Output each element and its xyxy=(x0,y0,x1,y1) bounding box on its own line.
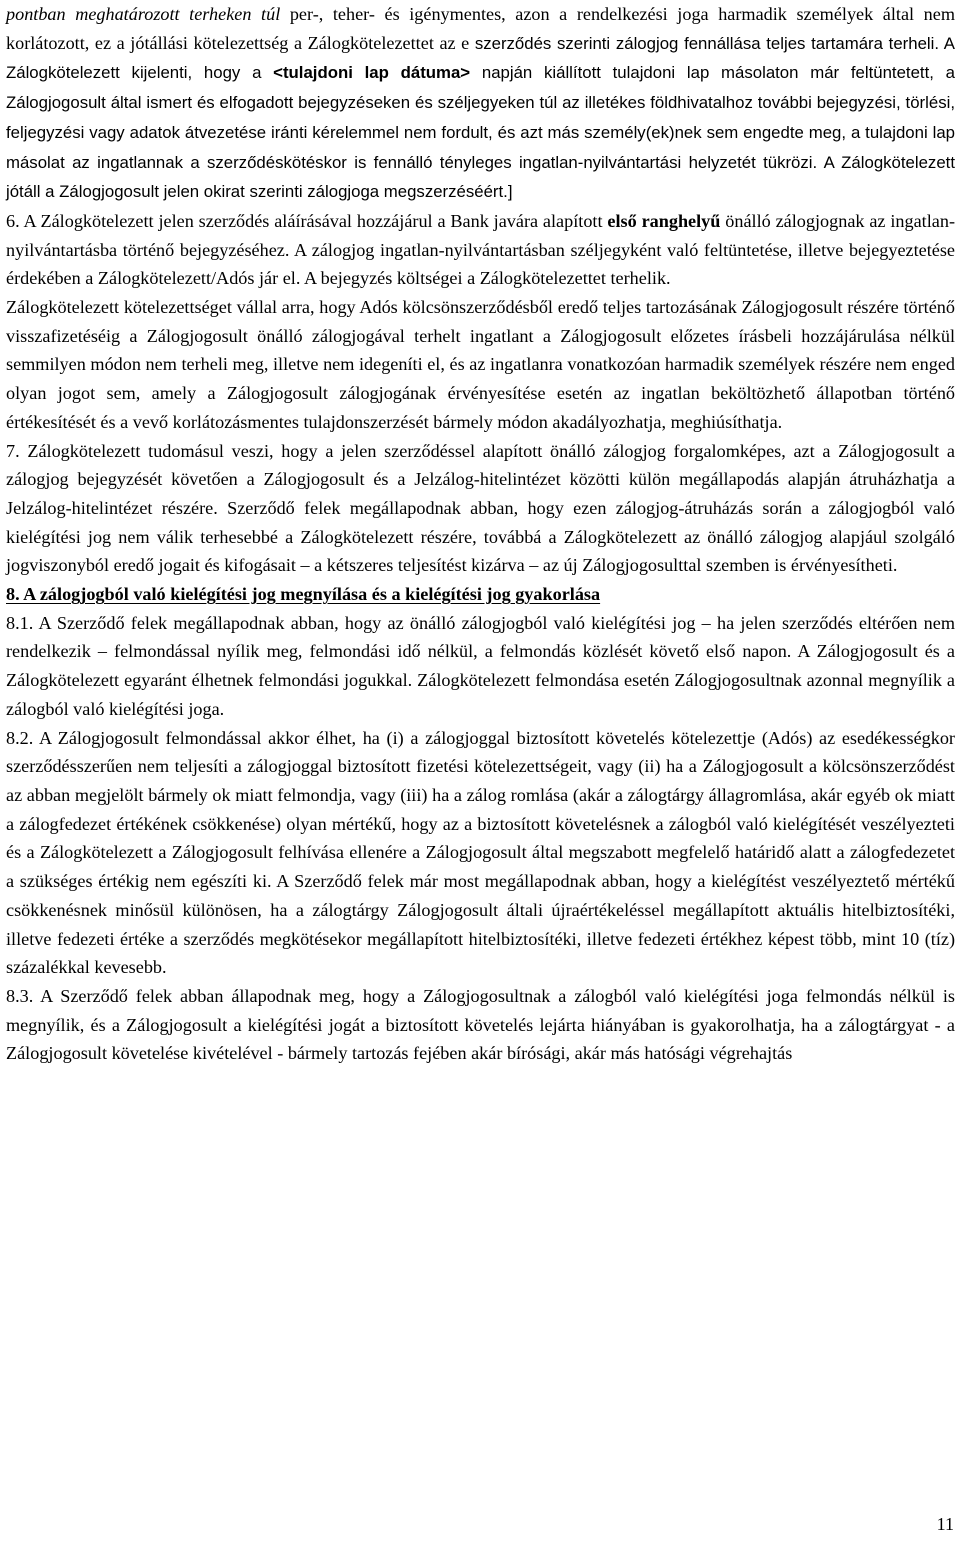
text-run: 8.2. A Zálogjogosult felmondással akkor élhet, ha (i) a zálogjoggal biztosított követelés kötelezettje (Adós) az esedékességkor szerződésszerűen nem teljesíti a zálogjoggal biztosított fizetési kötelezettségeit, vagy (ii) ha a Zálogjogosult a kölcsönszerződést az abban megjelölt bármely ok miatt felmondja, vagy (iii) ha a zálog romlása (akár a zálogtárgy állagromlása, akár egyéb ok miatt a zálogfedezet értékének csökkenése) olyan mértékű, hogy az a biztosított követelésnek a zálogból való kielégítését veszélyezteti és a Zálogkötelezett a Zálogjogosult felhívása ellenére a Zálogjogosult által megszabott megfelelő határidő alatt a zálogfedezetet a szükséges értékig nem egészíti ki. A Szerződő felek már most megállapodnak abban, hogy a kielégítést veszélyeztető mértékű csökkenésnek minősül különösen, ha a zálogtárgy Zálogjogosult általi újraértékeléssel megállapított aktuális hitelbiztosítéki, illetve fedezeti értéke a szerződés megkötésekor megállapított hitelbiztosítéki, illetve fedezeti értékhez képest több, mint 10 (tíz) százalékkal kevesebb. xyxy=(6,727,955,978)
paragraph-p-6b xyxy=(6,293,955,437)
paragraph-p-8-heading xyxy=(6,580,955,609)
text-run: 6. A Zálogkötelezett jelen szerződés aláírásával hozzájárul a Bank javára alapított xyxy=(6,210,608,231)
paragraph-p-8-1 xyxy=(6,609,955,724)
text-run: önálló zálogjognak az ingatlan-nyilvántartásba történő bejegyzéséhez. A zálogjog ingatlan-nyilvántartásban széljegyként való feltüntetése, illetve bejegyeztetése érdekében a Zálogkötelezett/Adós jár el. A bejegyzés költségei a Zálogkötelezettet terhelik. xyxy=(6,210,956,289)
text-run: 7. Zálogkötelezett tudomásul veszi, hogy a jelen szerződéssel alapított önálló zálogjog forgalomképes, azt a Zálogjogosult a zálogjog bejegyzését követően a Zálogjogosult és a Jelzálog-hitelintézet közötti külön megállapodás alapján átruházhatja a Jelzálog-hitelintézet részére. Szerződő felek megállapodnak abban, hogy ezen zálogjog-átruházás során a zálogjogból való kielégítési jog nem válik terhesebbé a Zálogkötelezett részére, továbbá a Zálogkötelezett az önálló zálogjog alapjául szolgáló jogviszonyból eredő jogait és kifogásait – a kétszeres teljesítést kizárva – az új Zálogjogosulttal szemben is érvényesítheti. xyxy=(6,440,955,576)
text-run: <tulajdoni lap dátuma> xyxy=(273,63,471,83)
paragraph-p-8-3 xyxy=(6,982,955,1068)
text-run: pontban meghatározott terheken túl xyxy=(6,4,281,24)
paragraph-p-intro xyxy=(6,0,955,207)
document-page xyxy=(6,0,955,1068)
text-run: első ranghelyű xyxy=(607,210,721,231)
page-number: 11 xyxy=(936,1514,954,1534)
paragraph-p-8-2 xyxy=(6,724,955,982)
paragraph-p-7 xyxy=(6,437,955,581)
text-run: szerződés szerinti zálogjog fennállása teljes tartamára terheli. A Zálogkötelezett kijelenti, hogy a xyxy=(6,33,955,83)
text-run: 8.1. A Szerződő felek megállapodnak abban, hogy az önálló zálogjogból való kielégítési jog – ha jelen szerződés eltérően nem rendelkezik – felmondással nyílik meg, felmondási idő nélkül, a felmondás közlését követő első napon. A Zálogjogosult és a Zálogkötelezett egyaránt élhetnek felmondási jogukkal. Zálogkötelezett felmondása esetén Zálogjogosultnak azonnal megnyílik a zálogból való kielégítési joga. xyxy=(6,612,955,719)
text-run: napján kiállított tulajdoni lap másolaton már feltüntetett, a Zálogjogosult által ismert és elfogadott bejegyzéseken és széljegyeken túl az illetékes földhivatalhoz további bejegyzési, törlési, feljegyzési vagy adatok átvezetése iránti kérelemmel nem fordult, és azt más személy(ek)nek sem engedte meg, a tulajdoni lap másolat az ingatlannak a szerződéskötéskor is fennálló tényleges ingatlan-nyilvántartási helyzetét tükrözi. A Zálogkötelezett jótáll a Zálogjogosult jelen okirat szerinti zálogjoga megszerzéséért.] xyxy=(6,63,955,202)
text-run: Zálogkötelezett kötelezettséget vállal arra, hogy Adós kölcsönszerződésből eredő teljes tartozásának Zálogjogosult részére történő visszafizetéséig a Zálogjogosult önálló zálogjogával terhelt ingatlant a Zálogjogosult előzetes írásbeli hozzájárulása nélkül semmilyen módon nem terheli meg, illetve nem idegeníti el, és az ingatlanra vonatkozóan harmadik személyek részére nem enged olyan jogot sem, amely a Zálogjogosult zálogjogának érvényesítése esetén az ingatlan beköltözhető állapotban történő értékesítését és a vevő korlátozásmentes tulajdonszerzését bármely módon akadályozhatja, meghiúsíthatja. xyxy=(6,297,955,432)
text-run: 8.3. A Szerződő felek abban állapodnak meg, hogy a Zálogjogosultnak a zálogból való kielégítési joga felmondás nélkül is megnyílik, és a Zálogjogosult a kielégítési jogát a biztosított követelés lejárta hiányában is gyakorolhatja, ha a zálogtárgyat - a Zálogjogosult követelése kivételével - bármely tartozás fejében akár bírósági, akár más hatósági végrehajtás xyxy=(6,985,955,1064)
text-run: per-, teher- és igénymentes, azon a rendelkezési joga harmadik személyek által nem korlátozott, ez a jótállási kötelezettség a Zálogkötelezettet az e xyxy=(6,4,955,53)
text-run: 8. A zálogjogból való kielégítési jog megnyílása és a kielégítési jog gyakorlása xyxy=(6,584,601,605)
paragraph-p-6 xyxy=(6,207,955,293)
